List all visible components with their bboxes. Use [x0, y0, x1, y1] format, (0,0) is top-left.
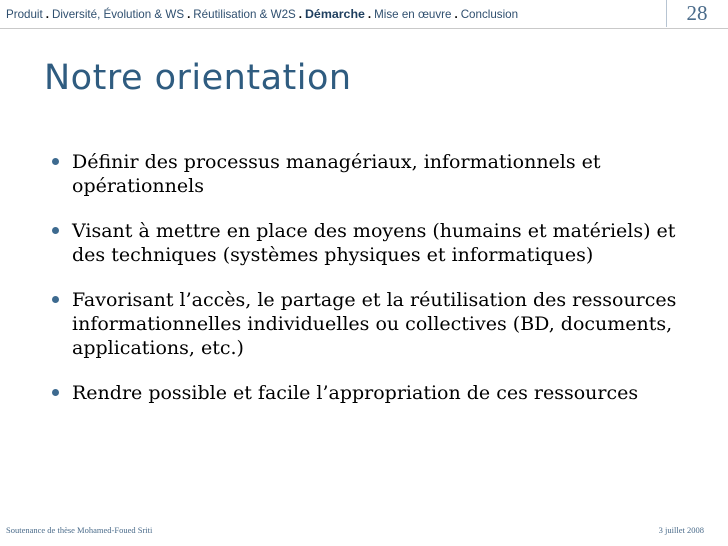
bullet-text: Visant à mettre en place des moyens (humains et matériels) et des techniques (systèmes physiques et informatiques)	[72, 220, 676, 266]
slide-number: 28	[686, 1, 708, 25]
bullet-text: Favorisant l’accès, le partage et la réutilisation des ressources informationnelles individuelles ou collectives (BD, documents, applications, etc.)	[72, 289, 677, 359]
nav-item-conclusion[interactable]: Conclusion	[460, 8, 519, 21]
footer-date: 3 juillet 2008	[658, 525, 704, 535]
bullet-item	[52, 150, 692, 198]
nav-divider	[666, 0, 667, 27]
section-nav	[6, 7, 518, 21]
bullet-text: Définir des processus managériaux, informationnels et opérationnels	[72, 151, 601, 197]
nav-separator: .	[187, 8, 191, 21]
nav-item-produit[interactable]: Produit	[6, 8, 43, 21]
nav-item-diversite[interactable]: Diversité, Évolution & WS	[51, 8, 185, 21]
nav-separator: .	[45, 8, 49, 21]
bullet-item	[52, 381, 692, 405]
bullet-list	[52, 150, 692, 405]
bullet-dot-icon	[52, 296, 59, 303]
bullet-item	[52, 288, 692, 360]
bullet-dot-icon	[52, 158, 59, 165]
nav-separator: .	[298, 8, 302, 21]
bullet-text: Rendre possible et facile l’appropriation de ces ressources	[72, 382, 639, 404]
nav-item-mise-en-oeuvre[interactable]: Mise en œuvre	[374, 8, 452, 21]
nav-item-demarche[interactable]: Démarche	[304, 7, 365, 21]
footer-author: Soutenance de thèse Mohamed-Foued Sriti	[6, 525, 153, 535]
slide-title: Notre orientation	[44, 58, 352, 98]
nav-item-reutilisation[interactable]: Réutilisation & W2S	[193, 8, 296, 21]
section-nav-bar	[0, 0, 728, 29]
bullet-item	[52, 219, 692, 267]
bullet-dot-icon	[52, 227, 59, 234]
nav-separator: .	[367, 8, 372, 21]
bullet-dot-icon	[52, 389, 59, 396]
nav-separator: .	[454, 8, 458, 21]
